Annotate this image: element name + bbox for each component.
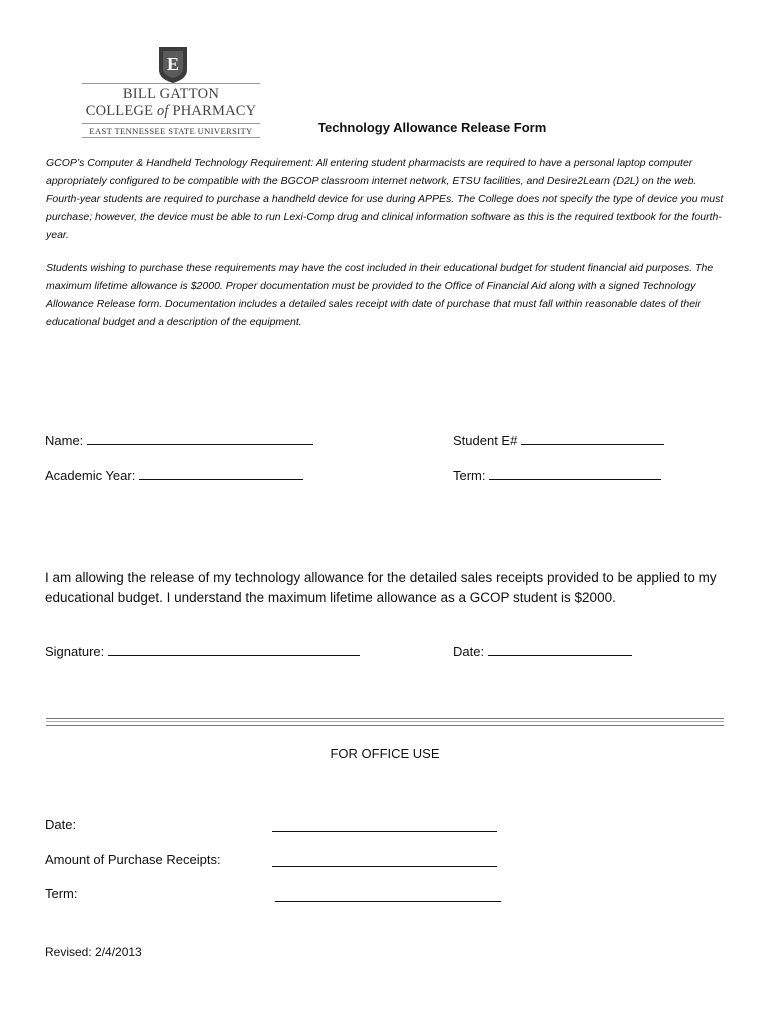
academic-year-label: Academic Year: [45, 468, 136, 483]
logo-line1: BILL GATTON [122, 86, 220, 102]
office-amount-label: Amount of Purchase Receipts: [45, 852, 221, 867]
revised-date: Revised: 2/4/2013 [45, 945, 142, 959]
section-divider [46, 725, 724, 726]
section-divider [46, 718, 724, 719]
form-title: Technology Allowance Release Form [318, 120, 547, 135]
academic-year-field [45, 467, 303, 483]
name-field [45, 432, 313, 448]
requirement-paragraph: GCOP’s Computer & Handheld Technology Requirement: All entering student pharmacists are required to have a personal laptop computer appropriately configured to be compatible with the BGCOP classroom internet network, ETSU facilities, and Desire2Learn (D2L) on the web. Fourth-year students are required to purchase a handheld device for use during APPEs. The College does not specify the type of device you must purchase; however, the device must be able to run Lexi-Comp drug and clinical information software as this is the required textbook for the fourth-year. [46, 157, 724, 241]
release-statement: I am allowing the release of my technology allowance for the detailed sales receipts provided to be applied to my educational budget. I understand the maximum lifetime allowance as a GCOP student is $2000. [45, 570, 717, 605]
student-id-label: Student E# [453, 433, 518, 448]
signature-date-label: Date: [453, 644, 485, 659]
signature-date-field [453, 643, 632, 659]
signature-line[interactable] [108, 643, 360, 656]
logo-line3: EAST TENNESSEE STATE UNIVERSITY [89, 126, 253, 136]
svg-text:E: E [166, 54, 180, 74]
office-use-heading: FOR OFFICE USE [330, 746, 440, 761]
logo-line2: COLLEGE of PHARMACY [85, 103, 257, 119]
logo-rule-mid [82, 123, 260, 124]
office-term-label: Term: [45, 886, 78, 901]
office-amount-line[interactable] [272, 866, 497, 867]
signature-date-line[interactable] [488, 643, 632, 656]
signature-field [45, 643, 360, 659]
budget-paragraph: Students wishing to purchase these requirements may have the cost included in their educational budget for student financial aid purposes. The maximum lifetime allowance is $2000. Proper documentation must be provided to the Office of Financial Aid along with a signed Technology Allowance Release form. Documentation includes a detailed sales receipt with date of purchase that must fall within reasonable dates of their educational budget and a description of the equipment. [46, 262, 714, 328]
name-label: Name: [45, 433, 84, 448]
logo-rule-bottom [82, 137, 260, 138]
shield-icon [158, 46, 188, 84]
term-field [453, 467, 661, 483]
student-id-line[interactable] [521, 432, 664, 445]
office-term-line[interactable] [275, 901, 501, 902]
college-logo [82, 46, 262, 138]
name-line[interactable] [87, 432, 313, 445]
student-id-field [453, 432, 664, 448]
signature-label: Signature: [45, 644, 105, 659]
academic-year-line[interactable] [139, 467, 303, 480]
office-date-label: Date: [45, 817, 77, 832]
office-date-line[interactable] [272, 831, 497, 832]
section-divider [46, 721, 724, 722]
term-label: Term: [453, 468, 486, 483]
term-line[interactable] [489, 467, 661, 480]
logo-rule-top [82, 83, 260, 84]
